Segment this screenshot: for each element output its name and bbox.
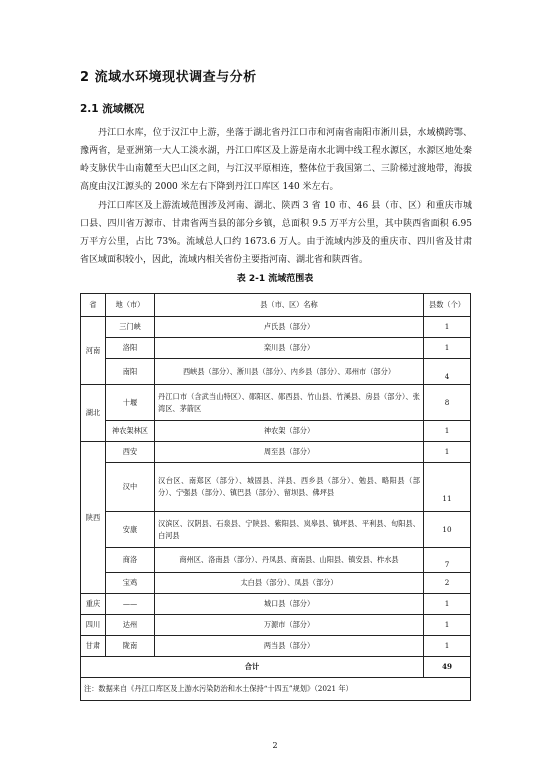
counties-cell: 城口县（部分） (155, 594, 424, 615)
count-cell: 1 (424, 338, 471, 359)
table-row (81, 421, 471, 442)
note-row (81, 678, 471, 701)
table-note: 注：数据来自《丹江口库区及上游水污染防治和水土保持“十四五”规划》（2021 年） (81, 678, 471, 701)
city-cell: 汉中 (106, 463, 155, 512)
header-province: 省 (81, 294, 106, 317)
count-cell: 10 (424, 512, 471, 548)
table-row (81, 317, 471, 338)
table-row (81, 636, 471, 657)
table-header-row (81, 294, 471, 317)
table-row (81, 338, 471, 359)
counties-cell: 汉滨区、汉阴县、石泉县、宁陕县、紫阳县、岚皋县、镇坪县、平利县、旬阳县、白河县 (155, 512, 424, 548)
table-row (81, 615, 471, 636)
paragraph-1: 丹江口水库，位于汉江中上游，坐落于湖北省丹江口市和河南省南阳市淅川县，水域横跨鄂、豫两省，是亚洲第一大人工淡水湖，丹江口库区及上游是南水北调中线工程水源区，水源区地处秦岭支脉伏牛山南麓至大巴山区之间，与江汉平原相连，整体位于我国第二、三阶梯过渡地带，海拔高度由汉江源头的 2000 米左右下降到丹江口库区 140 米左右。 (80, 128, 472, 192)
counties-cell: 商州区、洛南县（部分）、丹凤县、商南县、山阳县、镇安县、柞水县 (155, 548, 424, 573)
province-cell: 湖北 (81, 385, 106, 442)
city-cell: 南阳 (106, 359, 155, 385)
total-value: 49 (424, 657, 471, 678)
city-cell: 西安 (106, 442, 155, 463)
count-cell: 1 (424, 636, 471, 657)
subsection-title: 2.1 流域概况 (80, 103, 145, 115)
counties-cell: 汉台区、南郑区（部分）、城固县、洋县、西乡县（部分）、勉县、略阳县（部分）、宁强县（部分）、镇巴县（部分）、留坝县、佛坪县 (155, 463, 424, 512)
counties-cell: 丹江口市（含武当山特区）、郧阳区、郧西县、竹山县、竹溪县、房县（部分）、张湾区、茅箭区 (155, 385, 424, 421)
city-cell: 商洛 (106, 548, 155, 573)
province-cell: 河南 (81, 317, 106, 385)
table-row (81, 573, 471, 594)
count-cell: 7 (424, 548, 471, 573)
table-row (81, 512, 471, 548)
counties-cell: 万源市（部分） (155, 615, 424, 636)
count-cell: 1 (424, 317, 471, 338)
table-row (81, 359, 471, 385)
count-cell: 8 (424, 385, 471, 421)
count-cell: 4 (424, 359, 471, 385)
counties-cell: 栾川县（部分） (155, 338, 424, 359)
city-cell: 三门峡 (106, 317, 155, 338)
counties-cell: 周至县（部分） (155, 442, 424, 463)
city-cell: 达州 (106, 615, 155, 636)
count-cell: 11 (424, 463, 471, 512)
paragraph-2: 丹江口库区及上游流域范围涉及河南、湖北、陕西 3 省 10 市、46 县（市、区）和重庆市城口县、四川省万源市、甘肃省两当县的部分乡镇，总面积 9.5 万平方公里，其中陕西省面积 6.95 万平方公里，占比 73%。流域总人口约 1673.6 万人。由于流域内涉及的重庆市、四川省及甘肃省区域面积较小，因此，流域内相关省份主要指河南、湖北省和陕西省。 (80, 201, 472, 265)
counties-cell: 两当县（部分） (155, 636, 424, 657)
city-cell: 洛阳 (106, 338, 155, 359)
header-counties: 县（市、区）名称 (155, 294, 424, 317)
city-cell: 十堰 (106, 385, 155, 421)
header-city: 地（市） (106, 294, 155, 317)
header-count: 县数（个） (424, 294, 471, 317)
watershed-range-table (80, 293, 471, 701)
table-row (81, 594, 471, 615)
city-cell: —— (106, 594, 155, 615)
table-row (81, 548, 471, 573)
counties-cell: 卢氏县（部分） (155, 317, 424, 338)
table-caption: 表 2-1 流域范围表 (236, 274, 314, 284)
table-row (81, 442, 471, 463)
count-cell: 1 (424, 615, 471, 636)
province-cell: 四川 (81, 615, 106, 636)
city-cell: 神农架林区 (106, 421, 155, 442)
count-cell: 2 (424, 573, 471, 594)
table-row (81, 463, 471, 512)
count-cell: 1 (424, 421, 471, 442)
section-title: 2 流域水环境现状调查与分析 (80, 70, 257, 85)
counties-cell: 西峡县（部分）、淅川县（部分）、内乡县（部分）、邓州市（部分） (155, 359, 424, 385)
province-cell: 陕西 (81, 442, 106, 594)
total-label: 合计 (81, 657, 424, 678)
province-cell: 甘肃 (81, 636, 106, 657)
city-cell: 陇南 (106, 636, 155, 657)
total-row (81, 657, 471, 678)
counties-cell: 神农架（部分） (155, 421, 424, 442)
province-cell: 重庆 (81, 594, 106, 615)
count-cell: 1 (424, 594, 471, 615)
page-number: 2 (272, 741, 278, 750)
city-cell: 安康 (106, 512, 155, 548)
city-cell: 宝鸡 (106, 573, 155, 594)
table-row (81, 385, 471, 421)
counties-cell: 太白县（部分）、凤县（部分） (155, 573, 424, 594)
count-cell: 1 (424, 442, 471, 463)
